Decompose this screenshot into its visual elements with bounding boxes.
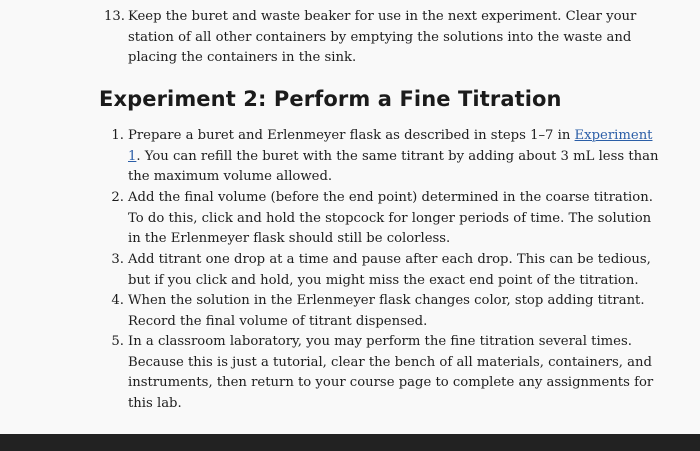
step-number: 2. [111, 190, 124, 205]
step-number: 5. [111, 334, 124, 349]
step-text-line: Add the final volume (before the end point) determined in the coarse titration. [128, 190, 653, 205]
step-text-line: this lab. [128, 395, 182, 411]
step-text-line: placing the containers in the sink. [128, 50, 357, 65]
bottom-edge-bar [0, 434, 700, 451]
step-text: Prepare a buret and Erlenmeyer flask as described in steps 1–7 in [128, 128, 575, 143]
step-number: 1. [111, 128, 124, 143]
step-text-line: Add titrant one drop at a time and pause after each drop. This can be tedious, [128, 252, 651, 267]
step-text-line: instruments, then return to your course page to complete any assignments for [128, 375, 654, 390]
step-text-line [128, 147, 658, 168]
step-text-line: in the Erlenmeyer flask should still be colorless. [128, 231, 451, 246]
step-text-line [128, 126, 658, 147]
experiment-1-link-continued[interactable]: 1 [128, 148, 137, 164]
step-text: . You can refill the buret with the same titrant by adding about 3 mL less than [136, 148, 659, 164]
step-number: 13. [104, 9, 125, 24]
step-text-line: To do this, click and hold the stopcock for longer periods of time. The solution [128, 210, 652, 226]
step-text-line: Because this is just a tutorial, clear the bench of all materials, containers, and [128, 354, 652, 370]
step-text-line: the maximum volume allowed. [128, 169, 333, 184]
experiment-1-link[interactable]: Experiment [574, 128, 653, 143]
step-text-line: When the solution in the Erlenmeyer flask changes color, stop adding titrant. [128, 293, 645, 308]
step-text-line: Record the final volume of titrant dispensed. [128, 313, 428, 329]
section-heading: Experiment 2: Perform a Fine Titration [99, 87, 562, 111]
step-number: 4. [111, 293, 124, 308]
step-text-line: but if you click and hold, you might miss the exact end point of the titration. [128, 272, 639, 288]
step-text-line: Keep the buret and waste beaker for use in the next experiment. Clear your [128, 9, 637, 24]
step-number: 3. [111, 252, 124, 267]
step-text-line: In a classroom laboratory, you may perform the fine titration several times. [128, 334, 632, 349]
step-text-line: station of all other containers by emptying the solutions into the waste and [128, 29, 632, 45]
